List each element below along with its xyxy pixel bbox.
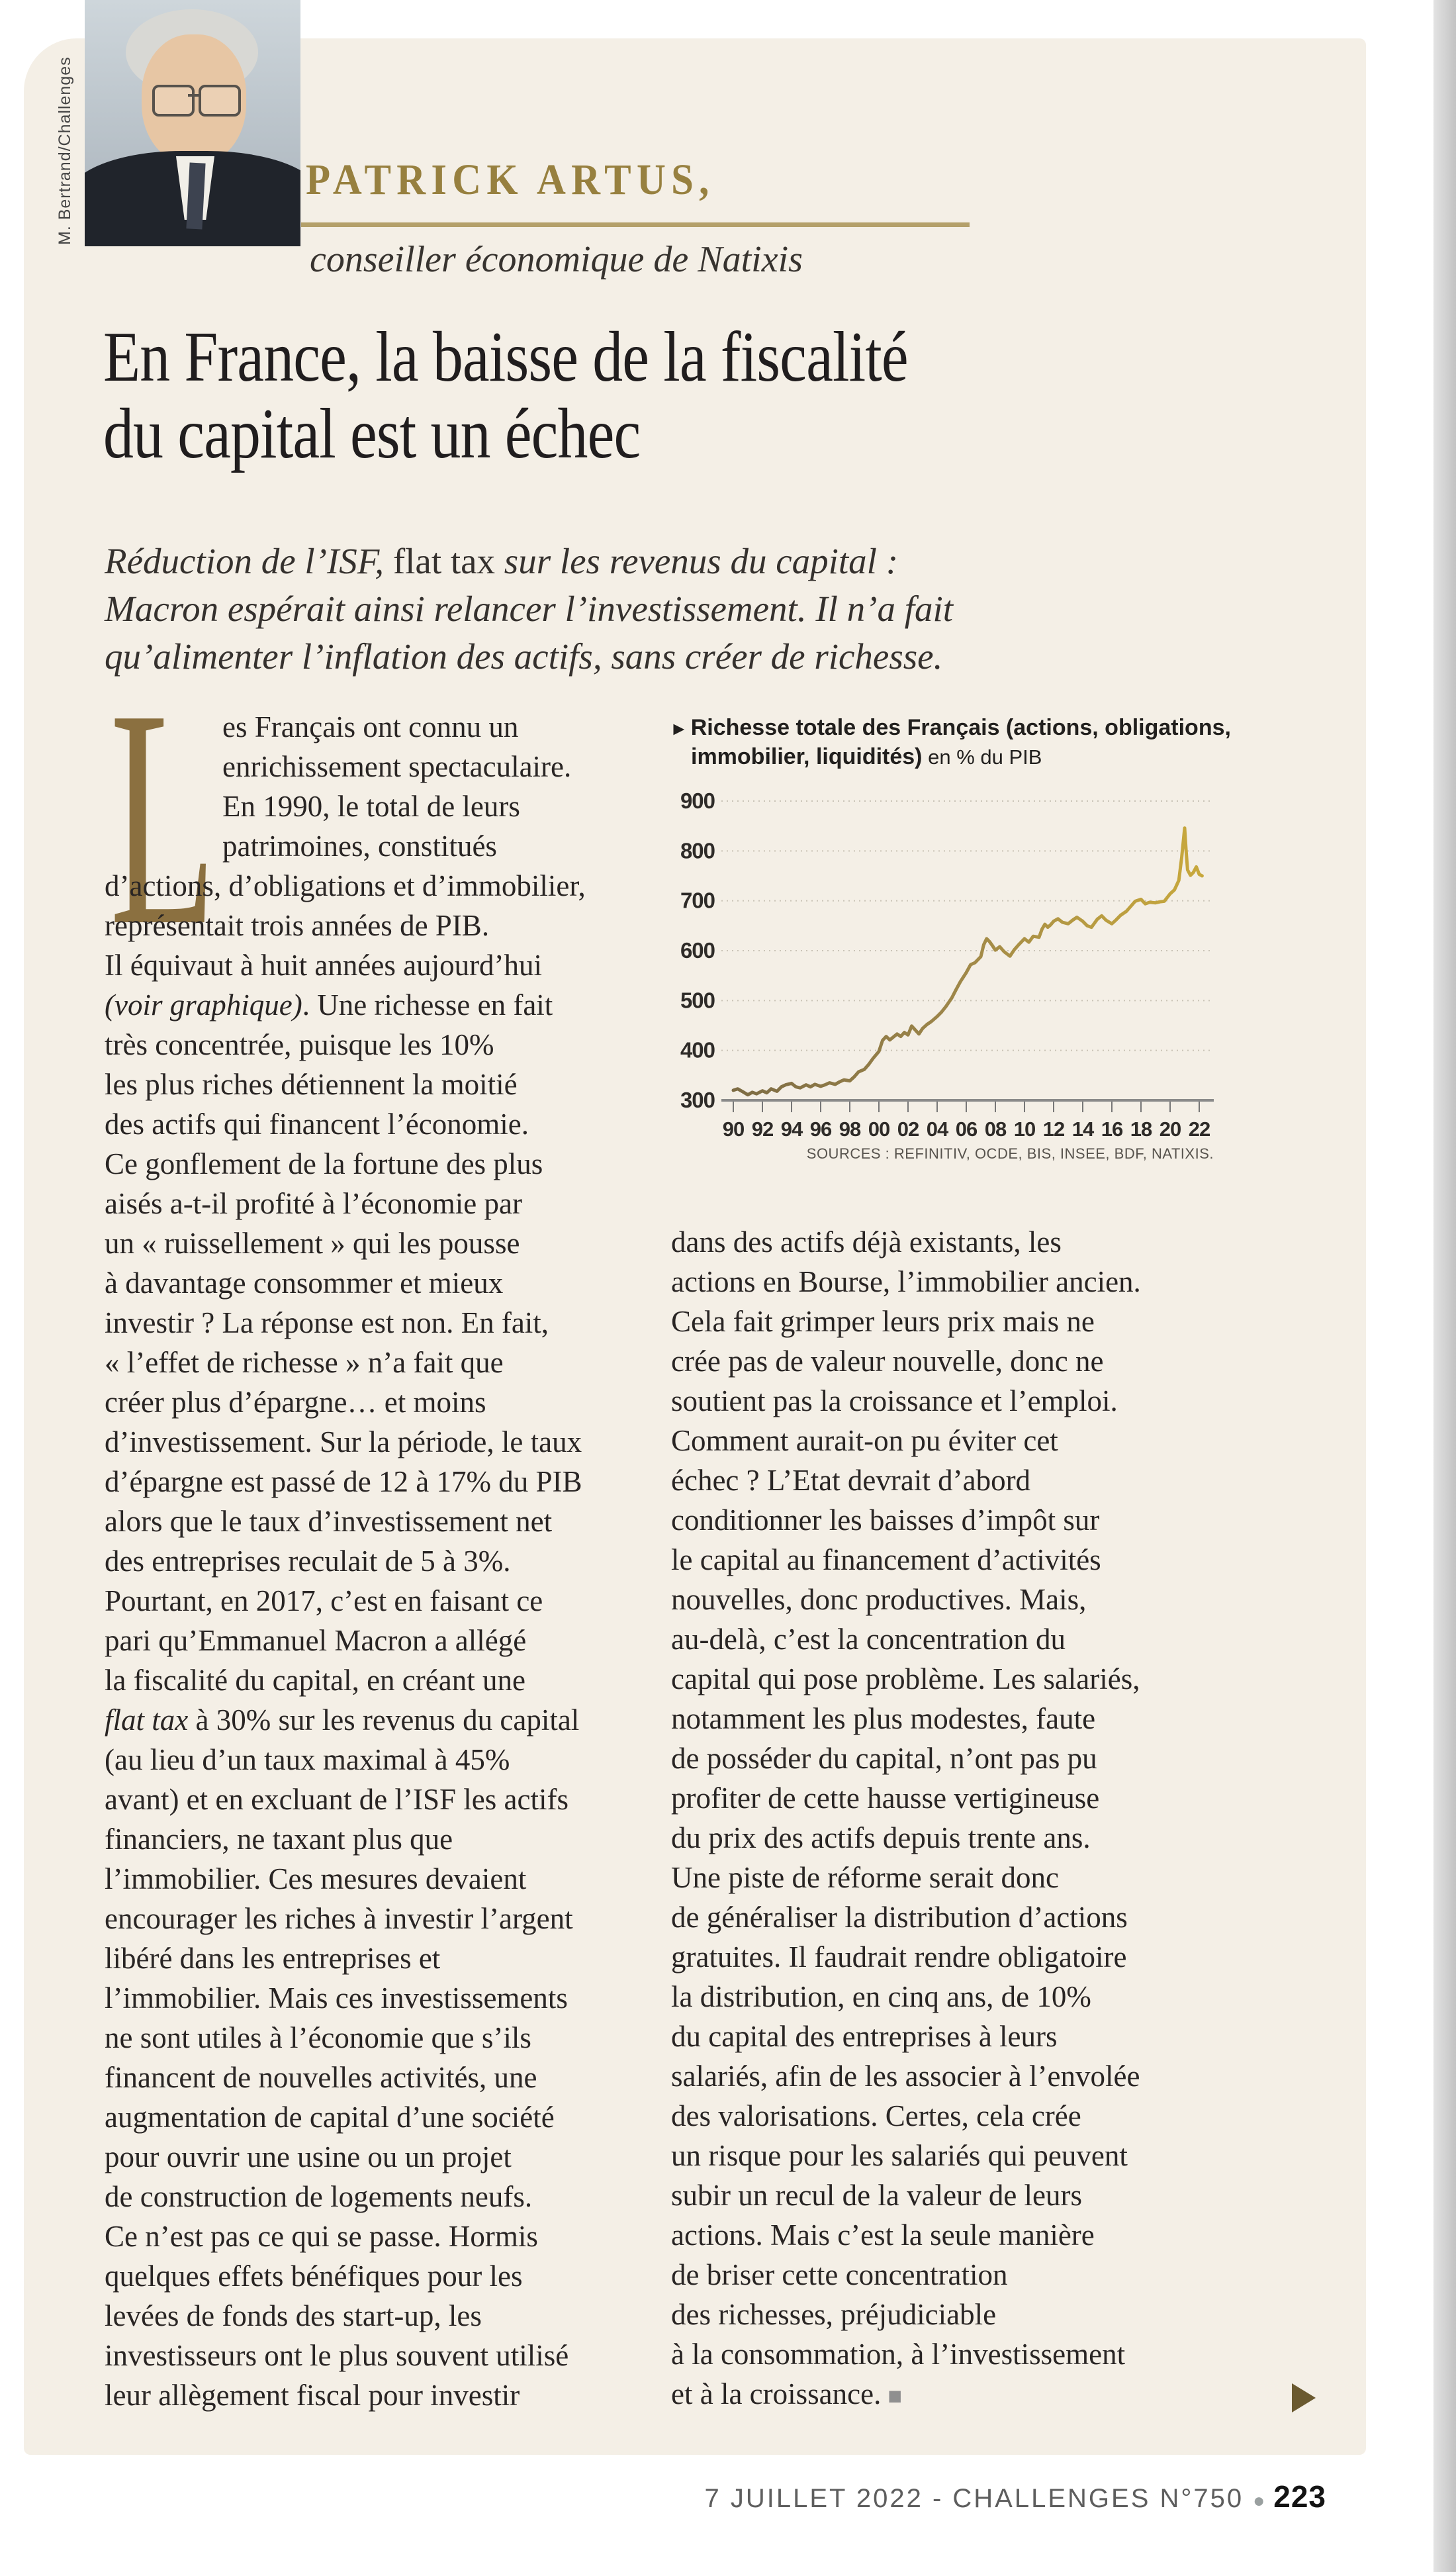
y-tick-label: 800 [680, 838, 715, 863]
left-column [105, 707, 690, 2415]
body-line: d’actions, d’obligations et d’immobilier, [105, 869, 586, 902]
chart-title-line1: ► Richesse totale des Français (actions, obligations, [670, 715, 1231, 740]
scan-edge-strip [1433, 0, 1456, 2572]
body-line: flat tax à 30% sur les revenus du capital [105, 1703, 580, 1737]
body-line: Une piste de réforme serait donc [671, 1861, 1060, 1894]
y-tick-label: 300 [680, 1088, 715, 1112]
body-line: ne sont utiles à l’économie que s’ils [105, 2021, 531, 2054]
x-tick-label: 02 [897, 1118, 919, 1141]
x-tick-label: 98 [839, 1118, 861, 1141]
chart-unit-label: en % du PIB [922, 745, 1042, 769]
x-tick-label: 94 [780, 1118, 803, 1141]
body-line: du prix des actifs depuis trente ans. [671, 1821, 1091, 1854]
body-line: financent de nouvelles activités, une [105, 2061, 537, 2094]
body-line: investisseurs ont le plus souvent utilisé [105, 2339, 569, 2372]
body-line: subir un recul de la valeur de leurs [671, 2179, 1083, 2212]
x-tick-label: 12 [1042, 1118, 1065, 1141]
x-tick-label: 10 [1013, 1118, 1036, 1141]
body-line: financiers, ne taxant plus que [105, 1823, 453, 1856]
body-line: avant) et en excluant de l’ISF les actifs [105, 1783, 569, 1816]
body-line: enrichissement spectaculaire. [222, 750, 572, 783]
body-line: d’investissement. Sur la période, le taux [105, 1425, 582, 1458]
footer-dot-icon: ● [1253, 2490, 1267, 2512]
standfirst-line: Réduction de l’ISF, flat tax sur les revenus du capital : [105, 541, 899, 581]
author-role: conseiller économique de Natixis [310, 239, 803, 280]
y-tick-label: 900 [680, 789, 715, 813]
author-rule [301, 222, 970, 227]
body-line: aisés a-t-il profité à l’économie par [105, 1187, 522, 1220]
x-tick-label: 08 [984, 1118, 1007, 1141]
body-line: quelques effets bénéfiques pour les [105, 2260, 523, 2293]
body-line: des actifs qui financent l’économie. [105, 1108, 529, 1141]
body-line: notamment les plus modestes, faute [671, 1702, 1096, 1735]
body-line: la fiscalité du capital, en créant une [105, 1664, 525, 1697]
body-line: (au lieu d’un taux maximal à 45% [105, 1743, 510, 1776]
x-tick-label: 20 [1159, 1118, 1181, 1141]
wealth-line-series [733, 828, 1202, 1095]
y-tick-label: 500 [680, 988, 715, 1013]
x-tick-label: 16 [1101, 1118, 1123, 1141]
body-line: patrimoines, constitués [222, 830, 497, 863]
body-line: de construction de logements neufs. [105, 2180, 533, 2213]
body-line: au-delà, c’est la concentration du [671, 1623, 1066, 1656]
body-line: Pourtant, en 2017, c’est en faisant ce [105, 1584, 543, 1617]
x-tick-label: 90 [722, 1118, 745, 1141]
body-line: Ce n’est pas ce qui se passe. Hormis [105, 2220, 538, 2253]
body-line: es Français ont connu un [222, 710, 519, 743]
body-line: un « ruissellement » qui les pousse [105, 1227, 520, 1260]
author-name: PATRICK ARTUS, [306, 156, 715, 204]
wealth-chart-plot [670, 789, 1219, 1164]
body-line: des richesses, préjudiciable [671, 2298, 997, 2331]
x-tick-label: 96 [809, 1118, 832, 1141]
body-line: de posséder du capital, n’ont pas pu [671, 1742, 1097, 1775]
body-line: l’immobilier. Ces mesures devaient [105, 1862, 527, 1895]
photo-glasses-left [152, 85, 195, 117]
x-tick-label: 06 [955, 1118, 978, 1141]
standfirst-line: qu’alimenter l’inflation des actifs, sans créer de richesse. [105, 636, 943, 677]
page-number: 223 [1273, 2479, 1326, 2514]
x-tick-label: 04 [926, 1118, 948, 1141]
body-line: alors que le taux d’investissement net [105, 1505, 553, 1538]
headline-line1: En France, la baisse de la fiscalité [103, 318, 908, 397]
body-line: libéré dans les entreprises et [105, 1942, 441, 1975]
body-line: crée pas de valeur nouvelle, donc ne [671, 1345, 1104, 1378]
body-line: créer plus d’épargne… et moins [105, 1386, 486, 1419]
end-mark-icon: ■ [887, 2382, 903, 2409]
body-line: Ce gonflement de la fortune des plus [105, 1147, 543, 1180]
body-line: d’épargne est passé de 12 à 17% du PIB [105, 1465, 582, 1498]
body-line: actions en Bourse, l’immobilier ancien. [671, 1265, 1141, 1298]
body-line: Cela fait grimper leurs prix mais ne [671, 1305, 1095, 1338]
photo-glasses-bridge [188, 94, 200, 97]
body-line: (voir graphique). Une richesse en fait [105, 988, 553, 1022]
body-line: représentait trois années de PIB. [105, 909, 490, 942]
body-line: augmentation de capital d’une société [105, 2101, 555, 2134]
body-line: « l’effet de richesse » n’a fait que [105, 1346, 504, 1379]
body-line: leur allègement fiscal pour investir [105, 2379, 520, 2412]
body-line: de généraliser la distribution d’actions [671, 1901, 1128, 1934]
body-line: de briser cette concentration [671, 2258, 1008, 2291]
next-page-arrow-icon[interactable] [1292, 2383, 1316, 2412]
standfirst-line: Macron espérait ainsi relancer l’investissement. Il n’a fait [105, 589, 954, 629]
body-line: salariés, afin de les associer à l’envolée [671, 2060, 1140, 2093]
body-line: des entreprises reculait de 5 à 3%. [105, 1545, 511, 1578]
wealth-chart [670, 789, 1219, 1167]
body-line: pari qu’Emmanuel Macron a allégé [105, 1624, 527, 1657]
body-line: encourager les riches à investir l’argent [105, 1902, 573, 1935]
x-tick-label: 00 [868, 1118, 890, 1141]
body-line: et à la croissance. ■ [671, 2377, 903, 2410]
chart-sources: SOURCES : REFINITIV, OCDE, BIS, INSEE, BDF, NATIXIS. [806, 1145, 1214, 1162]
standfirst [105, 538, 953, 681]
dropcap: L [110, 645, 216, 990]
body-line: Il équivaut à huit années aujourd’hui [105, 949, 543, 982]
body-line: actions. Mais c’est la seule manière [671, 2218, 1095, 2252]
body-line: nouvelles, donc productives. Mais, [671, 1583, 1087, 1616]
body-line: à la consommation, à l’investissement [671, 2338, 1126, 2371]
body-line: les plus riches détiennent la moitié [105, 1068, 518, 1101]
body-line: pour ouvrir une usine ou un projet [105, 2140, 512, 2173]
page-footer [705, 2479, 1326, 2514]
headline [103, 319, 908, 473]
right-column [671, 1222, 1257, 2414]
x-tick-label: 22 [1188, 1118, 1210, 1141]
body-line: Comment aurait-on pu éviter cet [671, 1424, 1058, 1457]
photo-credit: M. Bertrand/Challenges [56, 56, 74, 245]
chart-title-line2: immobilier, liquidités) en % du PIB [691, 744, 1042, 769]
body-line: du capital des entreprises à leurs [671, 2020, 1058, 2053]
body-line: dans des actifs déjà existants, les [671, 1225, 1062, 1259]
headline-line2: du capital est un échec [103, 395, 641, 473]
body-line: le capital au financement d’activités [671, 1543, 1101, 1576]
body-line: échec ? L’Etat devrait d’abord [671, 1464, 1031, 1497]
body-line: la distribution, en cinq ans, de 10% [671, 1980, 1091, 2013]
y-tick-label: 700 [680, 888, 715, 913]
y-tick-label: 600 [680, 938, 715, 963]
body-line: En 1990, le total de leurs [222, 790, 520, 823]
body-line: profiter de cette hausse vertigineuse [671, 1782, 1100, 1815]
body-line: l’immobilier. Mais ces investissements [105, 1981, 568, 2015]
body-line: à davantage consommer et mieux [105, 1266, 504, 1300]
body-line: un risque pour les salariés qui peuvent [671, 2139, 1128, 2172]
photo-glasses-right [199, 85, 241, 117]
body-line: capital qui pose problème. Les salariés, [671, 1662, 1140, 1695]
body-line: levées de fonds des start-up, les [105, 2299, 482, 2332]
y-tick-label: 400 [680, 1037, 715, 1063]
body-line: très concentrée, puisque les 10% [105, 1028, 494, 1061]
body-line: gratuites. Il faudrait rendre obligatoire [671, 1940, 1127, 1974]
body-line: investir ? La réponse est non. En fait, [105, 1306, 549, 1339]
chart-bullet-icon: ► [670, 718, 688, 739]
x-tick-label: 14 [1071, 1118, 1094, 1141]
issue-line: 7 JUILLET 2022 - CHALLENGES N°750 [704, 2484, 1244, 2513]
x-tick-label: 92 [751, 1118, 774, 1141]
x-tick-label: 18 [1130, 1118, 1152, 1141]
body-line: des valorisations. Certes, cela crée [671, 2099, 1081, 2132]
body-line: soutient pas la croissance et l’emploi. [671, 1384, 1118, 1417]
body-line: conditionner les baisses d’impôt sur [671, 1503, 1100, 1537]
author-photo [85, 0, 300, 246]
